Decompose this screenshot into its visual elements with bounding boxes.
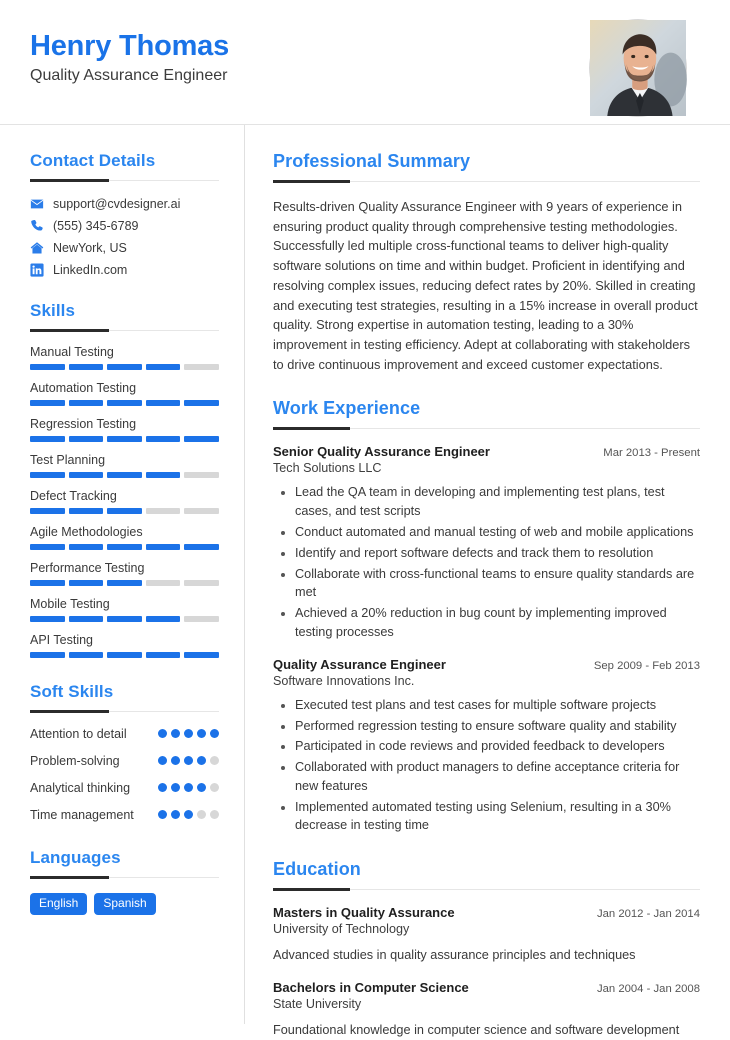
section-soft-skills [30,682,219,824]
rating-dot [158,729,167,738]
rating-dot [158,810,167,819]
skill-level-segment [107,364,142,370]
job-title: Quality Assurance Engineer [30,67,228,85]
rating-dot [171,756,180,765]
contact-value: (555) 345-6789 [53,219,139,233]
rating-dot [197,729,206,738]
avatar [589,19,687,117]
soft-skill-name: Attention to detail [30,727,127,741]
home-icon [30,241,44,255]
resume-body [0,125,730,1038]
resume-header [0,0,730,125]
skill-level-segment [30,364,65,370]
work-experience-entry [273,444,700,641]
section-rule [273,889,700,890]
rating-dot [210,729,219,738]
soft-skill-item [30,726,219,743]
skill-level-segment [184,400,219,406]
skill-level-segment [107,616,142,622]
section-education [273,859,700,1040]
entry-title: Senior Quality Assurance Engineer [273,444,490,460]
skill-level-segment [69,400,104,406]
language-tag[interactable]: Spanish [94,893,155,915]
skill-item [30,345,219,370]
soft-skill-item [30,807,219,824]
summary-text: Results-driven Quality Assurance Engineer with 9 years of experience in ensuring product quality through comprehensive testing methodologies. Successfully led multiple cross-functional teams to deliver high-quality software solutions on time and within budget. Proficient in identifying and resolving complex issues, reducing defect rates by 20%. Skilled in creating and executing test strategies, resulting in a 15% increase in overall product quality. Strong expertise in automation testing, leading to a 30% improvement in testing efficiency. Adept at collaborating with stakeholders to drive continuous improvement and exceed customer expectations. [273,199,698,372]
entry-bullet: • Conduct automated and manual testing of web and mobile applications [295,523,700,542]
section-rule [30,330,219,331]
skill-level-segment [184,652,219,658]
contact-item-email[interactable] [30,197,219,211]
skill-level-segment [184,616,219,622]
entry-bullet: • Collaborated with product managers to define acceptance criteria for new features [295,758,700,796]
skill-item [30,561,219,586]
entry-bullet-list [273,483,700,641]
rating-dot [184,810,193,819]
skill-level-segment [107,580,142,586]
skill-level-segment [30,616,65,622]
entry-bullet: • Executed test plans and test cases for multiple software projects [295,696,700,715]
skill-level-segment [69,436,104,442]
skill-level-segment [184,580,219,586]
skill-level-bar [30,616,219,622]
skill-level-segment [107,472,142,478]
entry-date: Jan 2012 - Jan 2014 [596,908,700,921]
entry-organization: State University [273,997,362,1012]
entry-title: Bachelors in Computer Science [273,980,469,996]
entry-title: Masters in Quality Assurance [273,905,455,921]
skill-item [30,525,219,550]
entry-header [273,980,700,995]
contact-item-location[interactable] [30,241,219,255]
skill-name: Manual Testing [30,345,114,359]
section-heading: Languages [30,847,121,867]
skill-name: Performance Testing [30,561,145,575]
soft-skill-name: Problem-solving [30,753,120,768]
section-professional-summary [273,151,700,374]
section-rule [30,711,219,712]
skill-level-segment [184,364,219,370]
section-rule [30,877,219,878]
language-list [30,893,219,915]
entry-title: Quality Assurance Engineer [273,656,446,672]
sidebar [0,125,245,1024]
skill-level-segment [107,652,142,658]
rating-dot [197,783,206,792]
skill-level-segment [30,400,65,406]
language-tag[interactable]: English [30,893,87,915]
skill-item [30,417,219,442]
work-experience-list [273,444,700,835]
rating-dot [210,783,219,792]
skill-name: Regression Testing [30,417,137,431]
skill-level-segment [30,544,65,550]
entry-header [273,657,700,672]
skill-level-segment [69,364,104,370]
contact-item-linkedin[interactable] [30,263,219,277]
skill-level-segment [146,544,181,550]
soft-skill-rating [158,753,219,765]
education-entry [273,905,700,965]
skill-level-segment [69,580,104,586]
rating-dot [171,783,180,792]
skill-level-segment [184,436,219,442]
phone-icon [30,219,44,233]
skill-level-segment [69,652,104,658]
entry-bullet: • Participated in code reviews and provided feedback to developers [295,737,700,756]
section-heading: Soft Skills [30,682,114,701]
skill-level-segment [69,616,104,622]
rating-dot [184,783,193,792]
skill-level-segment [69,472,104,478]
skill-level-bar [30,472,219,478]
skill-level-segment [30,472,65,478]
skill-level-bar [30,364,219,370]
profile-photo-icon [590,20,686,116]
skill-level-segment [146,472,181,478]
education-entry [273,980,700,1040]
entry-organization: University of Technology [273,922,410,937]
skill-level-segment [184,472,219,478]
skill-level-segment [107,436,142,442]
skill-name: Defect Tracking [30,489,117,503]
rating-dot [158,783,167,792]
section-contact-details [30,151,219,277]
section-heading: Skills [30,301,76,320]
skill-list [30,345,219,658]
soft-skill-name: Time management [30,807,134,822]
skill-item [30,633,219,658]
skill-level-segment [146,652,181,658]
section-rule [30,180,219,181]
skill-level-segment [146,580,181,586]
entry-bullet: • Performed regression testing to ensure software quality and stability [295,717,700,736]
rating-dot [210,756,219,765]
rating-dot [184,729,193,738]
work-experience-entry [273,657,700,836]
linkedin-icon [30,263,44,277]
soft-skill-item [30,780,219,797]
skill-name: Test Planning [30,453,106,467]
entry-bullet: • Identify and report software defects and track them to resolution [295,544,700,563]
entry-header [273,444,700,459]
rating-dot [210,810,219,819]
entry-bullet-list [273,696,700,836]
education-list [273,905,700,1040]
skill-item [30,453,219,478]
entry-bullet: • Implemented automated testing using Selenium, resulting in a 30% decrease in testing time [295,798,700,836]
contact-item-phone[interactable] [30,219,219,233]
skill-level-segment [107,508,142,514]
skill-level-segment [30,652,65,658]
skill-name: API Testing [30,633,94,647]
section-heading: Education [273,859,361,880]
entry-date: Jan 2004 - Jan 2008 [596,983,700,996]
rating-dot [171,810,180,819]
soft-skill-list [30,726,219,824]
soft-skill-name: Analytical thinking [30,780,131,795]
skill-level-segment [146,364,181,370]
skill-level-segment [146,436,181,442]
skill-level-segment [184,508,219,514]
entry-bullet: • Lead the QA team in developing and implementing test plans, test cases, and test scripts [295,483,700,521]
entry-date: Mar 2013 - Present [603,447,700,460]
section-rule [273,428,700,429]
skill-level-bar [30,652,219,658]
section-languages [30,848,219,915]
envelope-icon [30,197,44,211]
skill-level-segment [107,400,142,406]
entry-header [273,905,700,920]
skill-level-segment [30,580,65,586]
skill-level-bar [30,508,219,514]
soft-skill-rating [158,726,219,738]
section-heading: Contact Details [30,151,156,170]
entry-date: Sep 2009 - Feb 2013 [593,659,700,672]
entry-bullet: • Achieved a 20% reduction in bug count by implementing improved testing processes [295,604,700,642]
contact-value: LinkedIn.com [53,263,128,277]
entry-organization: Tech Solutions LLC [273,461,382,476]
section-skills [30,301,219,658]
soft-skill-item [30,753,219,770]
rating-dot [171,729,180,738]
soft-skill-rating [158,807,219,819]
skill-name: Automation Testing [30,381,137,395]
soft-skill-rating [158,780,219,792]
entry-organization: Software Innovations Inc. [273,673,415,688]
skill-level-segment [107,544,142,550]
section-heading: Professional Summary [273,151,471,171]
skill-level-segment [184,544,219,550]
page-title: Henry Thomas [30,30,230,62]
skill-level-segment [146,616,181,622]
entry-description: Foundational knowledge in computer science and software development [273,1023,680,1038]
skill-level-segment [69,508,104,514]
skill-level-bar [30,400,219,406]
entry-bullet: • Collaborate with cross-functional teams to ensure quality standards are met [295,565,700,603]
skill-level-segment [69,544,104,550]
skill-item [30,381,219,406]
rating-dot [197,810,206,819]
main-content [245,125,730,1038]
skill-level-segment [146,508,181,514]
skill-name: Mobile Testing [30,597,110,611]
rating-dot [197,756,206,765]
contact-value: support@cvdesigner.ai [53,197,181,211]
skill-level-segment [30,508,65,514]
entry-description: Advanced studies in quality assurance principles and techniques [273,948,636,963]
skill-level-bar [30,580,219,586]
section-rule [273,181,700,182]
skill-level-segment [146,400,181,406]
contact-value: NewYork, US [53,241,127,255]
section-heading: Work Experience [273,398,421,419]
skill-item [30,489,219,514]
rating-dot [184,756,193,765]
rating-dot [158,756,167,765]
skill-name: Agile Methodologies [30,525,143,539]
section-work-experience [273,398,700,835]
skill-item [30,597,219,622]
skill-level-bar [30,436,219,442]
contact-list [30,197,219,277]
skill-level-bar [30,544,219,550]
skill-level-segment [30,436,65,442]
